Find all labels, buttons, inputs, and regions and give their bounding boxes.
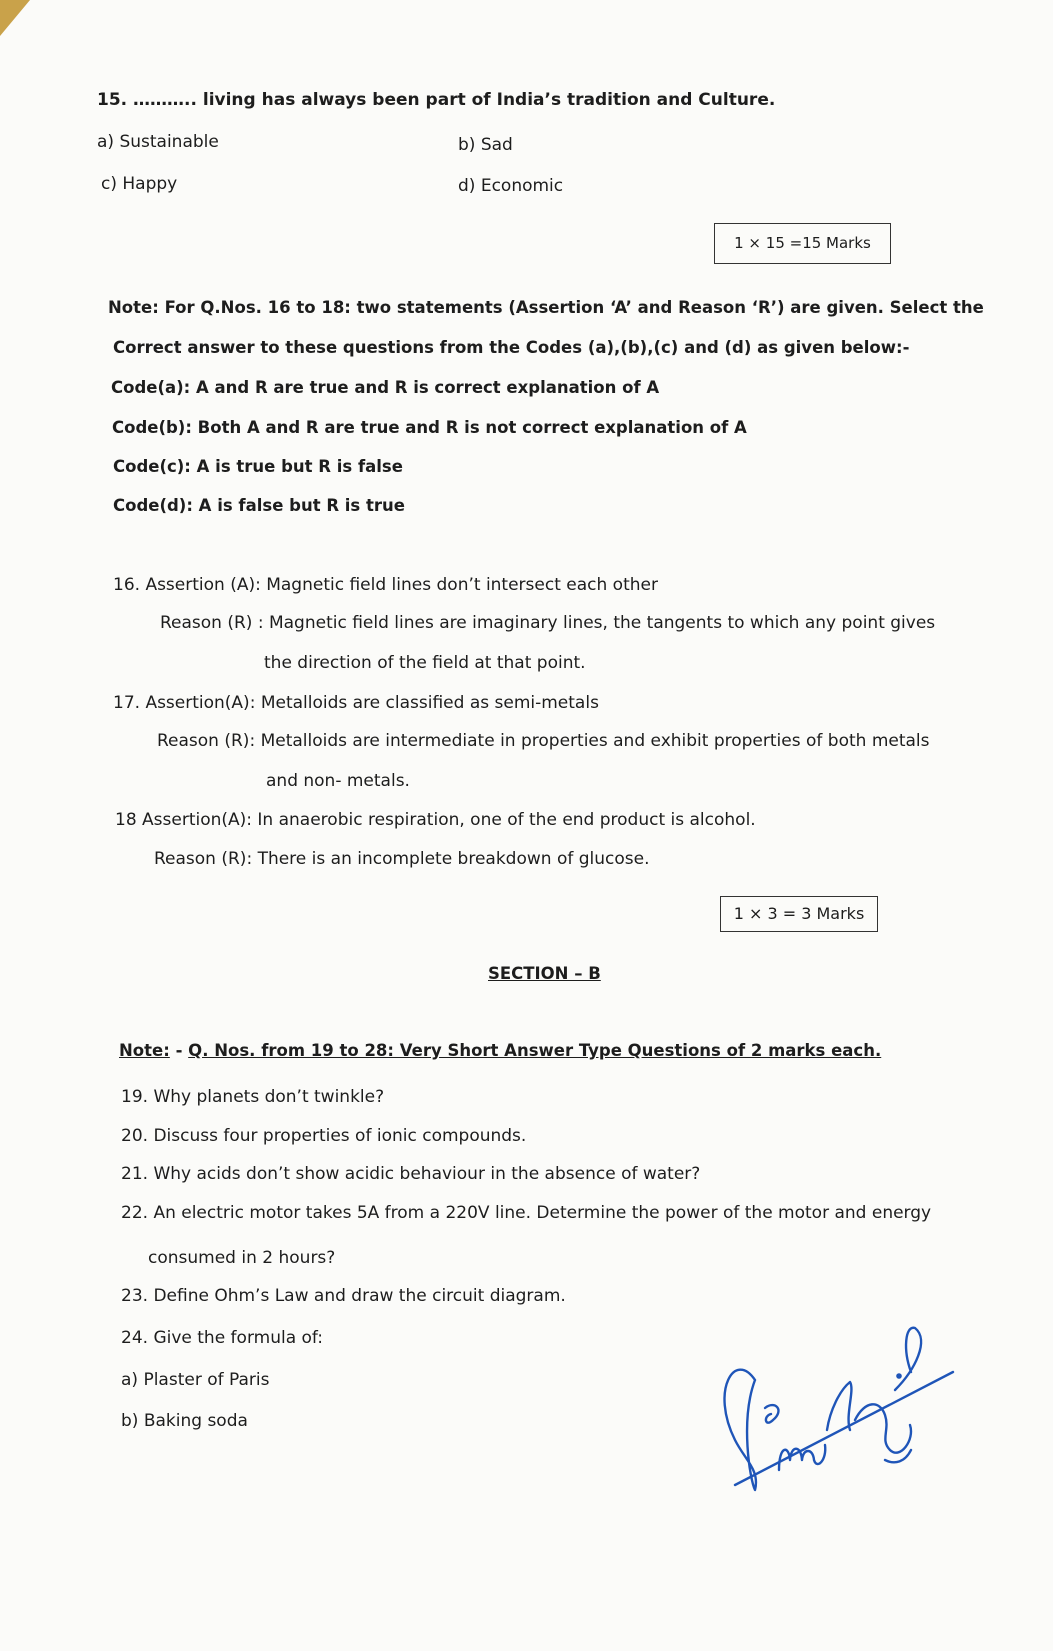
page-corner-fold [0,0,30,36]
q17-reason-line1: Reason (R): Metalloids are intermediate in properties and exhibit properties of both metals [157,731,930,751]
code-a: Code(a): A and R are true and R is correct explanation of A [111,378,660,397]
section-b-heading: SECTION – B [488,964,601,983]
q20: 20. Discuss four properties of ionic compounds. [121,1126,527,1146]
marks-box-assertion: 1 × 3 = 3 Marks [720,896,878,932]
q15-option-b: b) Sad [458,135,513,155]
q19: 19. Why planets don’t twinkle? [121,1087,385,1107]
signature-image [715,1320,965,1500]
q18-reason: Reason (R): There is an incomplete breakdown of glucose. [154,849,650,869]
marks-box-mcq: 1 × 15 =15 Marks [714,223,891,264]
q17-assertion: 17. Assertion(A): Metalloids are classified as semi-metals [113,693,599,713]
q24-option-b: b) Baking soda [121,1411,248,1431]
q16-reason-line2: the direction of the field at that point. [264,653,586,673]
q23: 23. Define Ohm’s Law and draw the circuit diagram. [121,1286,566,1306]
q15-option-a: a) Sustainable [97,132,219,152]
ar-note-line1: Note: For Q.Nos. 16 to 18: two statements (Assertion ‘A’ and Reason ‘R’) are given. Select the [108,298,984,317]
note-prefix: Note: [119,1041,170,1060]
note-text: Q. Nos. from 19 to 28: Very Short Answer Type Questions of 2 marks each. [188,1041,882,1060]
q22-line1: 22. An electric motor takes 5A from a 220V line. Determine the power of the motor and energy [121,1203,932,1223]
q15-option-c: c) Happy [101,174,178,194]
code-c: Code(c): A is true but R is false [113,457,403,476]
q17-reason-line2: and non- metals. [266,771,410,791]
note-dash: - [169,1041,189,1060]
ar-note-line2: Correct answer to these questions from the Codes (a),(b),(c) and (d) as given below:- [113,338,910,357]
q16-assertion: 16. Assertion (A): Magnetic field lines don’t intersect each other [113,575,658,595]
q21: 21. Why acids don’t show acidic behaviour in the absence of water? [121,1164,701,1184]
q18-assertion: 18 Assertion(A): In anaerobic respiration, one of the end product is alcohol. [115,810,756,830]
q22-line2: consumed in 2 hours? [148,1248,336,1268]
q16-reason-line1: Reason (R) : Magnetic field lines are imaginary lines, the tangents to which any point gives [160,613,936,633]
code-b: Code(b): Both A and R are true and R is not correct explanation of A [112,418,747,437]
q15-question: 15. ……….. living has always been part of India’s tradition and Culture. [97,90,776,110]
code-d: Code(d): A is false but R is true [113,496,405,515]
q24-option-a: a) Plaster of Paris [121,1370,270,1390]
section-b-note [119,1040,881,1062]
q24: 24. Give the formula of: [121,1328,324,1348]
q15-option-d: d) Economic [458,176,564,196]
